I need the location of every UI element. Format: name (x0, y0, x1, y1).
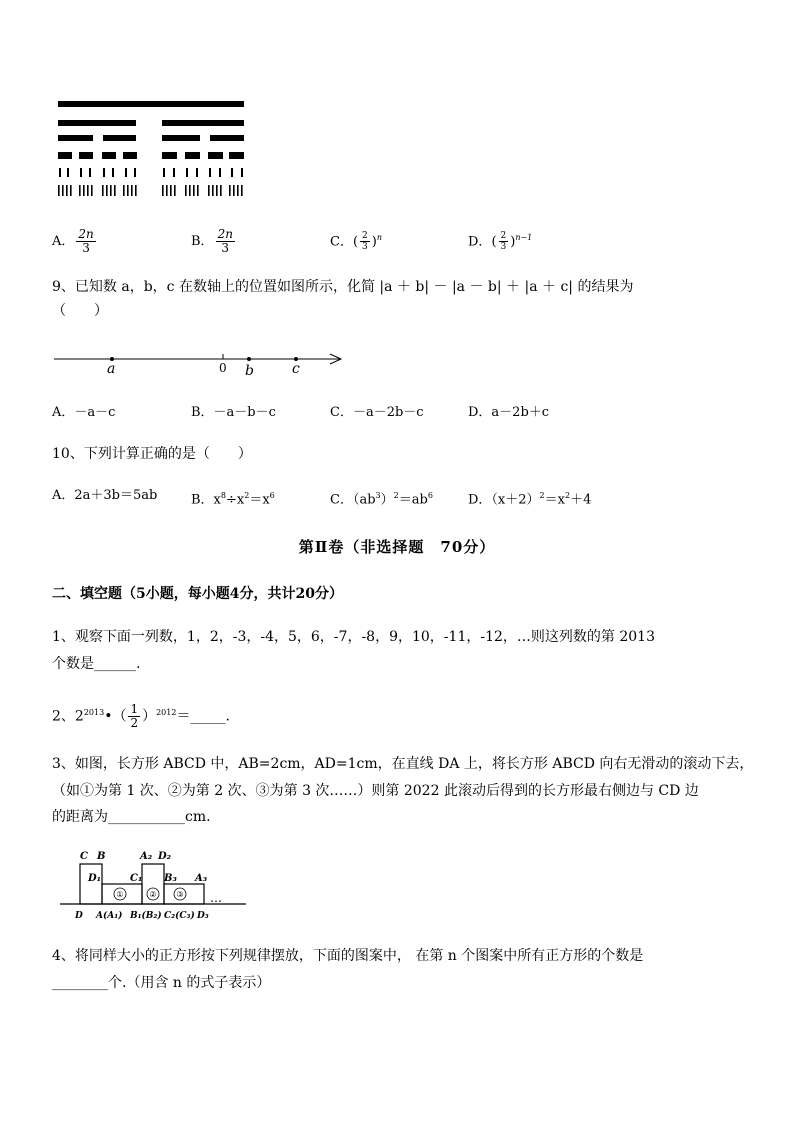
q10-option-d: D．$(x+2)^2=x^2+4$ (468, 491, 592, 508)
continuation-dots: … (210, 891, 222, 905)
label-D3: D₃ (197, 911, 209, 921)
label-A3: A₃ (195, 873, 208, 884)
q9-option-b: B．－a－b－c (191, 405, 276, 420)
label-A2: A₂ (140, 851, 153, 862)
fill-q1-line2: 个数是______. (52, 656, 141, 672)
label-A-A1: A(A₁) (96, 911, 123, 921)
fill-q3-line3: 的距离为___________cm. (52, 809, 211, 825)
q10-stem: 10、下列计算正确的是（ ） (52, 446, 252, 462)
fraction: $\frac{2}{3}$ (362, 231, 368, 253)
axis-label-zero: 0 (219, 361, 227, 375)
section2-title: 二、填空题（5小题，每小题4分，共计20分） (52, 586, 343, 602)
row-eighths (58, 152, 244, 159)
label-B3: B₃ (164, 873, 177, 884)
fill-q1-line1: 1、观察下面一列数，1，2，-3，-4，5，6，-7，-8，9，10，-11，-12，…则这列数的第 2013 (52, 629, 655, 645)
fraction: $\frac{2n}{3}$ (78, 227, 94, 255)
fraction: $\frac{1}{2}$ (130, 702, 139, 731)
axis-label-b: b (245, 363, 254, 379)
label-D1: D₁ (88, 873, 102, 884)
q9-answer-paren: （ ） (52, 303, 108, 319)
q9-option-a: A．－a－c (52, 405, 116, 420)
fill-q2: 2、$2^{2013}•$（ $\frac{1}{2}$ ）$^{2012}$＝_____. (52, 702, 230, 731)
fill-q3-line2: （如①为第 1 次、②为第 2 次、③为第 3 次……）则第 2022 此滚动后得到的长方形最右侧边与 CD 边 (52, 783, 699, 799)
q8-pattern-figure (55, 98, 250, 200)
q8-option-d: D．( $\frac{2}{3}$ )$^{n-1}$ (468, 231, 533, 253)
q10-option-a: A．2a＋3b＝5ab (52, 488, 158, 503)
q9-option-c: C．－a－2b－c (330, 405, 424, 420)
number-line (52, 345, 352, 381)
q9-option-d: D．a－2b＋c (468, 405, 550, 420)
q8-option-b: B． $\frac{2n}{3}$ (191, 227, 233, 255)
fill-q4-line2: ________个.（用含 n 的式子表示） (52, 975, 271, 991)
circled-2: ② (149, 890, 157, 899)
part2-title: 第Ⅱ卷（非选择题 70分） (298, 538, 496, 556)
row-thirtyseconds (58, 185, 243, 196)
axis-label-a: a (107, 361, 116, 377)
fraction: $\frac{2n}{3}$ (217, 227, 233, 255)
fill-q4-line1: 4、将同样大小的正方形按下列规律摆放，下面的图案中， 在第 n 个图案中所有正方形的个数是 (52, 948, 644, 964)
rolling-rectangle-figure (60, 842, 250, 924)
label-B1-B2: B₁(B₂) (130, 911, 162, 921)
label-D2: D₂ (158, 851, 172, 862)
label-B: B (97, 851, 106, 862)
fraction: $\frac{2}{3}$ (500, 231, 507, 253)
label-C: C (80, 851, 88, 862)
axis-label-c: c (292, 361, 300, 377)
row-sixteenths (59, 168, 243, 177)
row-quarters (58, 135, 244, 141)
label-C2-C3: C₂(C₃) (164, 911, 195, 921)
q9-stem: 9、已知数 a，b，c 在数轴上的位置如图所示，化简 |a ＋ b| － |a － b| ＋ |a ＋ c| 的结果为 (52, 279, 634, 295)
q8-option-a: A． $\frac{2n}{3}$ (52, 227, 94, 255)
label-D: D (75, 911, 83, 921)
circled-3: ③ (176, 890, 184, 899)
row-halves (58, 120, 244, 126)
q8-option-c: C．( $\frac{2}{3}$ )$^n$ (330, 231, 382, 253)
circled-1: ① (116, 890, 124, 899)
q10-option-c: C．$(ab^3)^2=ab^6$ (330, 491, 433, 508)
fill-q3-line1: 3、如图，长方形 ABCD 中，AB=2cm，AD=1cm，在直线 DA 上，将长方形 ABCD 向右无滑动的滚动下去， (52, 756, 754, 772)
label-C1: C₁ (130, 873, 143, 884)
q10-option-b: B．$x^8\div x^2=x^6$ (191, 491, 275, 508)
